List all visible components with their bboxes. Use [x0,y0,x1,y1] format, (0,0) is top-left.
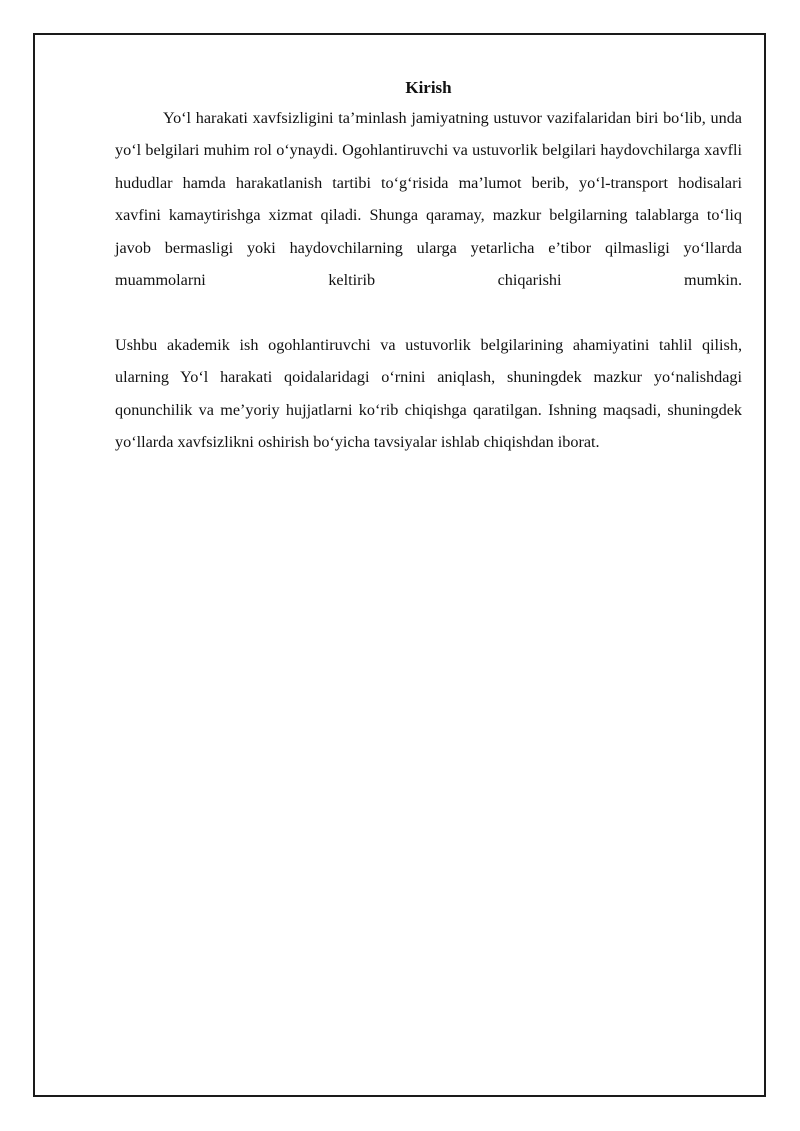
paragraph-purpose: Ushbu akademik ish ogohlantiruvchi va ustuvorlik belgilarining ahamiyatini tahlil qilish, ularning Yo‘l harakati qoidalaridagi o‘rnini aniqlash, shuningdek mazkur yo‘nalishdagi qonunchilik va me’yoriy hujjatlarni ko‘rib chiqishga qaratilgan. Ishning maqsadi, shuningdek yo‘llarda xavfsizlikni oshirish bo‘yicha tavsiyalar ishlab chiqishdan iborat. [115,335,742,452]
paragraph-spacer [115,296,742,328]
section-title: Kirish [405,78,452,97]
paragraph-introduction: Yo‘l harakati xavfsizligini ta’minlash jamiyatning ustuvor vazifalaridan biri bo‘lib, unda yo‘l belgilari muhim rol o‘ynaydi. Ogohlantiruvchi va ustuvorlik belgilari haydovchilarga xavfli hududlar hamda harakatlanish tartibi to‘g‘risida ma’lumot berib, yo‘l-transport hodisalari xavfini kamaytirishga xizmat qiladi. Shunga qaramay, mazkur belgilarning talablarga to‘liq javob bermasligi yoki haydovchilarning ularga yetarlicha e’tibor qilmasligi yo‘llarda muammolarni keltirib chiqarishi mumkin. [115,109,742,290]
document-body [115,76,742,458]
